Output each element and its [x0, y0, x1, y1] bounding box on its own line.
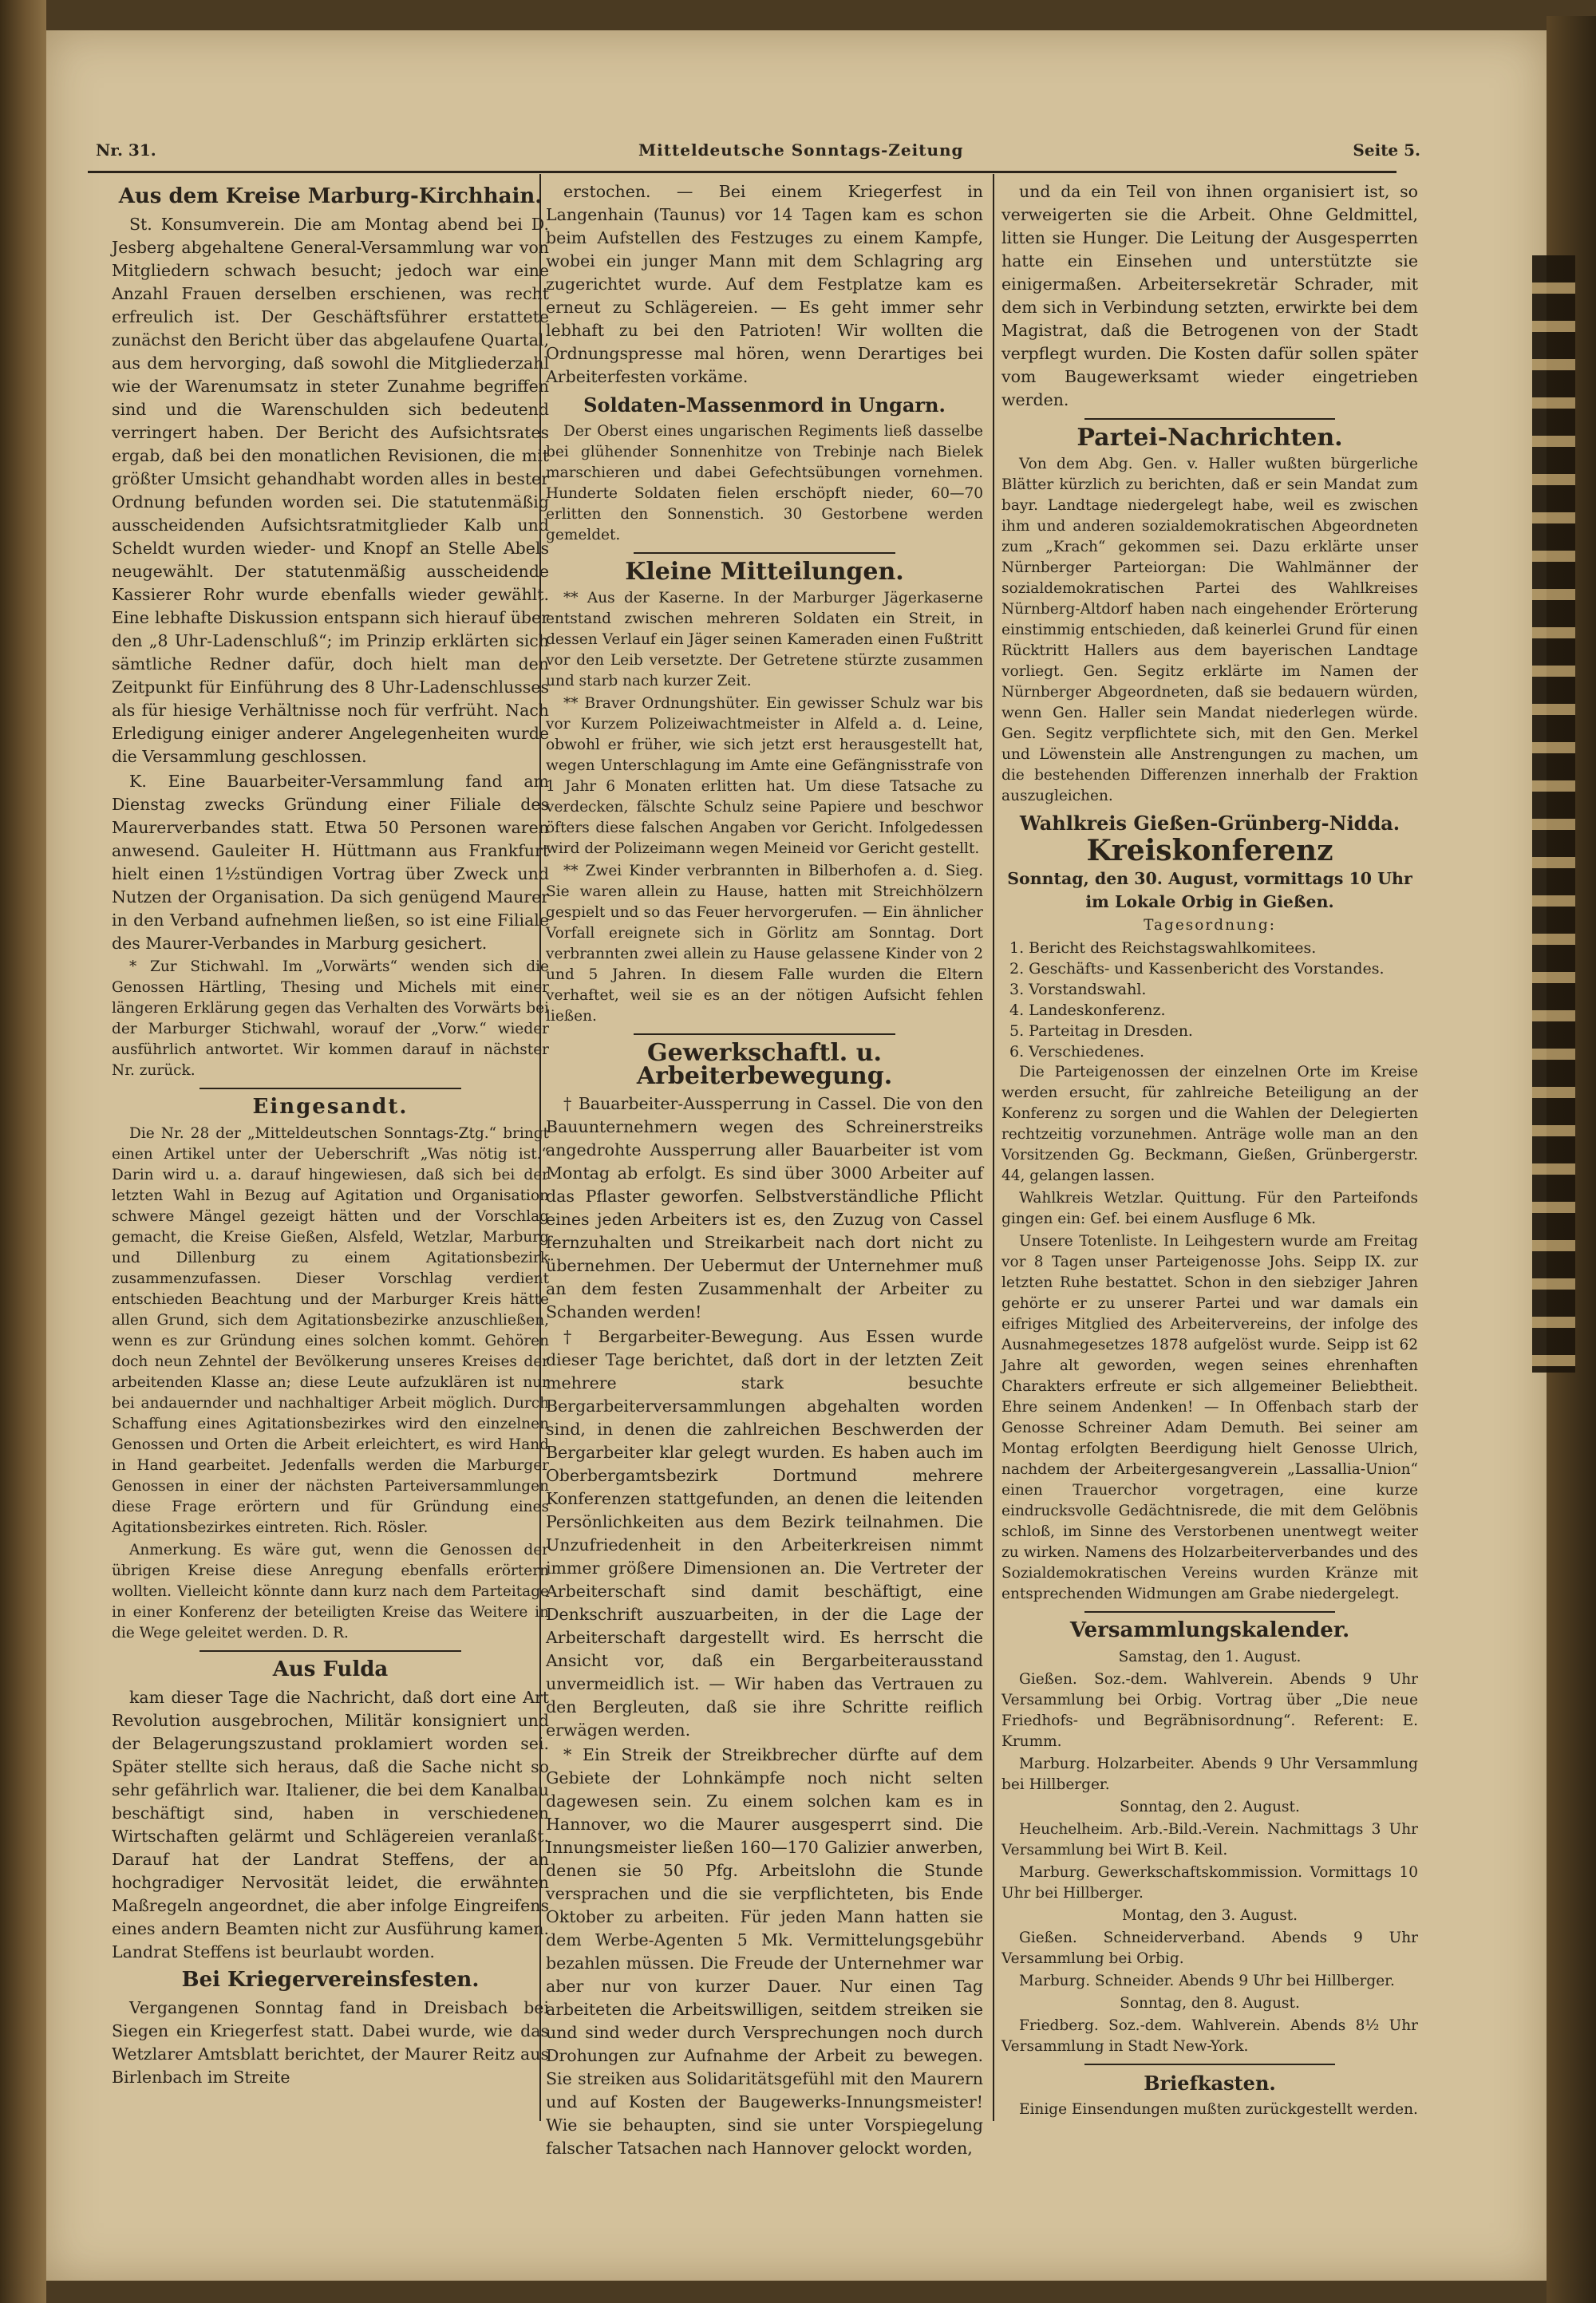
article-paragraph: Unsere Totenliste. In Leihgestern wurde am Freitag vor 8 Tagen unser Parteigenosse Johs. Seipp IX. zur letzten Ruhe bestattet. Schon in den siebziger Jahren gehörte er zu unserer Partei und war damals ein eifriges Mitglied des Arbeitervereins, der infolge des Ausnahmegesetzes 1878 aufgelöst wurde. Seipp ist 62 Jahre alt geworden, wegen seines ehrenhaften Charakters erfreute er sich allgemeiner Beliebtheit. Ehre seinem Andenken! — In Offenbach starb der Genosse Schreiner Adam Demuth. Bei seiner am Montag erfolgten Beerdigung hielt Genosse Ulrich, nachdem der Arbeitergesangverein „Lassallia-Union“ einen Trauerchor vorgetragen, eine kurze eindrucksvolle Gedächtnisrede, die mit dem Gelöbnis schloß, im Sinne des Verstorbenen unentwegt weiter zu wirken. Namens des Holzarbeiterverbandes und des Sozialdemokratischen Vereins wurden Kränze mit entsprechenden Widmungen am Grabe niedergelegt.	[1001, 1233, 1418, 1602]
headline: Partei-Nachrichten.	[1077, 424, 1343, 452]
separator	[1084, 2064, 1334, 2065]
adjacent-page-strip	[1532, 255, 1575, 1373]
article-paragraph: Die Parteigenossen der einzelnen Orte im Kreise werden ersucht, für zahlreiche Beteiligung an der Konferenz zu sorgen und die Wahlen der Delegierten rechtzeitig vorzunehmen. Anträge wolle man an den Vorsitzenden Gg. Beckmann, Gießen, Grünbergerstr. 44, gelangen lassen.	[1001, 1064, 1418, 1184]
article-paragraph: kam dieser Tage die Nachricht, daß dort eine Art Revolution ausgebrochen, Militär konsigniert und der Belagerungszustand proklamiert worden sei. Später stellte sich heraus, daß die Sache nicht so sehr gefährlich war. Italiener, die bei dem Kanalbau beschäftigt sind, haben in verschiedenen Wirtschaften gelärmt und Schlägereien veranlaßt. Darauf hat der Landrat Steffens, der an hochgradiger Nervosität leidet, die erwähnten Maßregeln angeordnet, die aber infolge Eingreifens eines andern Beamten nicht zur Ausführung kamen. Landrat Steffens ist beurlaubt worden.	[112, 1688, 549, 1961]
article-paragraph: Anmerkung. Es wäre gut, wenn die Genossen der übrigen Kreise diese Anregung ebenfalls erörtern wollten. Vielleicht könnte dann kurz nach dem Parteitage in einer Konferenz der beteiligten Kreise das Weitere in die Wege geleitet werden. D. R.	[112, 1542, 549, 1641]
article-paragraph: St. Konsumverein. Die am Montag abend bei D. Jesberg abgehaltene General-Versammlung war von Mitgliedern schwach besucht; jedoch war eine Anzahl Frauen derselben erschienen, was recht erfreulich ist. Der Geschäftsführer erstattete zunächst den Bericht über das abgelaufene Quartal, aus dem hervorging, daß sowohl die Mitgliederzahl wie der Warenumsatz in steter Zunahme begriffen sind und die Warenschulden sich bedeutend verringert haben. Der Bericht des Aufsichtsrates ergab, daß bei den monatlichen Revisionen, die mit größter Umsicht gehandhabt worden alles in bester Ordnung befunden worden sei. Die statutenmäßig ausscheidenden Aufsichtsratmitglieder Kalb und Scheldt wurden wieder- und Knopf an Stelle Abels neugewählt. Der statutenmäßig ausscheidende Kassierer Rohr wurde ebenfalls wieder gewählt. Eine lebhafte Diskussion entspann sich hierauf über den „8 Uhr-Ladenschluß“; im Prinzip erklärten sich sämtliche Redner dafür, doch hielt man den Zeitpunkt für Einführung des 8 Uhr-Ladenschlusses als für hiesige Verhältnisse noch für verfrüht. Nach Erledigung einiger anderer Angelegenheiten wurde die Versammlung geschlossen.	[112, 215, 549, 766]
calendar-date: Sonntag, den 2. August.	[1120, 1799, 1300, 1815]
page-header	[96, 140, 1420, 168]
headline: Aus dem Kreise Marburg-Kirchhain.	[118, 184, 543, 208]
headline: Gewerkschaftl. u. Arbeiterbewegung.	[636, 1039, 893, 1090]
column-2	[546, 180, 983, 2162]
agenda-item: 3. Vorstandswahl.	[1009, 981, 1147, 998]
agenda-item: 2. Geschäfts- und Kassenbericht des Vorstandes.	[1009, 960, 1385, 978]
separator	[634, 1033, 896, 1035]
article-paragraph: Die Nr. 28 der „Mitteldeutschen Sonntags-Ztg.“ bringt einen Artikel unter der Ueberschrift „Was nötig ist.“ Darin wird u. a. darauf hingewiesen, daß sich bei der letzten Wahl in Bezug auf Agitation und Organisation schwere Mängel gezeigt hätten und der Vorschlag gemacht, die Kreise Gießen, Alsfeld, Wetzlar, Marburg und Dillenburg zu einem Agitationsbezirk zusammenzufassen. Dieser Vorschlag verdient entschieden Beachtung und der Marburger Kreis hätte allen Grund, sich dem Agitationsbezirke anzuschließen, wenn es zur Gründung eines solchen kommt. Gehören doch neun Zehntel der Bevölkerung unseres Kreises der arbeitenden Klasse an; diese Leute aufzuklären ist nur bei andauernder und nachhaltiger Arbeit möglich. Durch Schaffung eines Agitationsbezirkes wird den einzelnen Genossen und Orten die Arbeit erleichtert, es wird Hand in Hand gearbeitet. Jedenfalls werden die Marburger Genossen in einer der nächsten Parteiversammlungen diese Frage erörtern und für Gründung eines Agitationsbezirkes eintreten. Rich. Rösler.	[112, 1125, 549, 1536]
separator	[200, 1650, 462, 1652]
agenda-item: 6. Verschiedenes.	[1009, 1043, 1145, 1061]
agenda-list	[1001, 938, 1418, 1062]
separator	[1084, 1611, 1334, 1613]
headline: Kleine Mitteilungen.	[625, 558, 904, 586]
article-paragraph: † Bauarbeiter-Aussperrung in Cassel. Die von den Bauunternehmern wegen des Schreinerstreiks angedrohte Aussperrung aller Bauarbeiter ist vom Montag ab erfolgt. Es sind über 3000 Arbeiter auf das Pflaster geworfen. Selbstverständliche Pflicht eines jeden Arbeiters ist es, den Zuzug von Cassel fernzuhalten und Streikarbeit nach dort nicht zu übernehmen. Der Uebermut der Unternehmer muß an dem festen Zusammenhalt der Arbeiter zu Schanden werden!	[546, 1094, 983, 1321]
column-1	[112, 180, 549, 2091]
calendar-entry: Heuchelheim. Arb.-Bild.-Verein. Nachmittags 3 Uhr Versammlung bei Wirt B. Keil.	[1001, 1821, 1418, 1859]
headline: Versammlungskalender.	[1069, 1618, 1350, 1642]
calendar-date: Sonntag, den 8. August.	[1120, 1995, 1300, 2012]
headline: Wahlkreis Gießen-Grünberg-Nidda.	[1019, 812, 1400, 835]
page-number: Seite 5.	[1353, 140, 1420, 160]
article-paragraph: * Ein Streik der Streikbrecher dürfte auf dem Gebiete der Lohnkämpfe noch nicht selten dagewesen sein. Zu einem solchen kam es in Hannover, wo die Maurer ausgesperrt sind. Die Innungsmeister ließen 160—170 Galizier anwerben, denen sie 50 Pfg. Arbeitslohn die Stunde versprachen und die sie verpflichteten, bis Ende Oktober zu arbeiten. Für jeden Mann hatten sie dem Werbe-Agenten 5 Mk. Vermittelungsgebühr bezahlen müssen. Die Freude der Unternehmer war aber nur von kurzer Dauer. Nur einen Tag arbeiteten die Arbeitswilligen, seitdem streiken sie und sind weder durch Versprechungen noch durch Drohungen zur Aufnahme der Arbeit zu bewegen. Sie streiken aus Solidaritätsgefühl mit den Maurern und auf Kosten der Baugewerks-Innungsmeister! Wie sie behaupten, sind sie unter Vorspiegelung falscher Tatsachen nach Hannover gelockt worden,	[546, 1745, 983, 2158]
article-paragraph: Von dem Abg. Gen. v. Haller wußten bürgerliche Blätter kürzlich zu berichten, daß er sein Mandat zum bayr. Landtage niedergelegt habe, weil es zwischen ihm und anderen sozialdemokratischen Abgeordneten zum „Krach“ gekommen sei. Dazu erklärte unser Nürnberger Parteiorgan: Die Wahlmänner der sozialdemokratischen Partei des Wahlkreises Nürnberg-Altdorf haben nach eingehender Erörterung einstimmig entschieden, daß keinerlei Grund für einen Rücktritt Hallers aus dem bayerischen Landtage vorliegt. Gen. Segitz erklärte im Namen der Nürnberger Abgeordneten, daß sie bedauern würden, wenn Gen. Haller sein Mandat niederlegen würde. Gen. Segitz verpflichtete sich, mit den Gen. Merkel und Löwenstein alle Anstrengungen zu machen, um die bestehenden Differenzen innerhalb der Fraktion auszugleichen.	[1001, 456, 1418, 804]
column-3	[1001, 180, 1418, 2122]
headline: Bei Kriegervereinsfesten.	[181, 1968, 480, 1992]
issue-number: Nr. 31.	[96, 140, 156, 160]
calendar-entry: Friedberg. Soz.-dem. Wahlverein. Abends 8½ Uhr Versammlung in Stadt New-York.	[1001, 2017, 1418, 2055]
calendar-entry: Marburg. Schneider. Abends 9 Uhr bei Hillberger.	[1019, 1973, 1395, 1989]
article-paragraph: und da ein Teil von ihnen organisiert ist, so verweigerten sie die Arbeit. Ohne Geldmittel, litten sie Hunger. Die Leitung der Ausgesperrten hatte ein Einsehen und unterstützte sie einigermaßen. Arbeitersekretär Schrader, mit dem sich in Verbindung setzten, erwirkte bei dem Magistrat, daß die Betrogenen von der Stadt verpflegt wurden. Die Kosten dafür sollen später vom Baugewerksamt wieder eingetrieben werden.	[1001, 182, 1418, 409]
headline: Soldaten-Massenmord in Ungarn.	[583, 393, 946, 417]
calendar-entry: Gießen. Schneiderverband. Abends 9 Uhr Versammlung bei Orbig.	[1001, 1930, 1418, 1967]
book-binding	[0, 0, 46, 2303]
article-paragraph: * Zur Stichwahl. Im „Vorwärts“ wenden sich die Genossen Härtling, Thesing und Michels mit einer längeren Erklärung gegen das Verhalten des Vorwärts bei der Marburger Stichwahl, worauf der „Vorw.“ wieder ausführlich antwortet. Wir kommen darauf in nächster Nr. zurück.	[112, 958, 549, 1079]
article-paragraph: Vergangenen Sonntag fand in Dreisbach bei Siegen ein Kriegerfest statt. Dabei wurde, wie das Wetzlarer Amtsblatt berichtet, der Maurer Reitz aus Birlenbach im Streite	[112, 1998, 549, 2087]
header-rule	[88, 171, 1396, 173]
meeting-announcement: Sonntag, den 30. August, vormittags 10 Uhr im Lokale Orbig in Gießen.	[1007, 869, 1412, 911]
agenda-label: Tagesordnung:	[1144, 917, 1276, 934]
calendar-date: Montag, den 3. August.	[1121, 1907, 1298, 1924]
separator	[200, 1088, 462, 1089]
separator	[1084, 418, 1334, 420]
column-divider	[993, 174, 994, 2121]
article-paragraph: Einige Einsendungen mußten zurückgestellt werden.	[1019, 2101, 1418, 2118]
article-paragraph: ** Braver Ordnungshüter. Ein gewisser Schulz war bis vor Kurzem Polizeiwachtmeister in Alfeld a. d. Leine, obwohl er früher, wie sich jetzt erst herausgestellt hat, wegen Unterschlagung im Amte eine Gefängnisstrafe von 1 Jahr 6 Monaten erlitten hat. Um diese Tatsache zu verdecken, fälschte Schulz seine Papiere und beschwor öfters diese falschen Angaben vor Gericht. Infolgedessen wird der Polizeimann wegen Meineid vor Gericht gestellt.	[546, 695, 983, 857]
article-paragraph: erstochen. — Bei einem Kriegerfest in Langenhain (Taunus) vor 14 Tagen kam es schon beim Aufstellen des Festzuges zu einem Kampfe, wobei ein junger Mann mit dem Schlagring arg zugerichtet wurde. Auf dem Festplatze kam es erneut zu Schlägereien. — Es geht immer sehr lebhaft zu bei den Patrioten! Wir wollten die Ordnungspresse mal hören, wenn Derartiges bei Arbeiterfesten vorkäme.	[546, 182, 983, 386]
headline: Kreiskonferenz	[1086, 834, 1333, 867]
headline: Briefkasten.	[1144, 2072, 1276, 2095]
agenda-item: 1. Bericht des Reichstagswahlkomitees.	[1009, 939, 1317, 957]
calendar-date: Samstag, den 1. August.	[1118, 1649, 1302, 1665]
calendar-entry: Marburg. Holzarbeiter. Abends 9 Uhr Versammlung bei Hillberger.	[1001, 1756, 1418, 1793]
headline: Eingesandt.	[252, 1095, 409, 1119]
agenda-item: 5. Parteitag in Dresden.	[1009, 1022, 1193, 1040]
article-paragraph: † Bergarbeiter-Bewegung. Aus Essen wurde dieser Tage berichtet, daß dort in der letzten Zeit mehrere stark besuchte Bergarbeiterversammlungen abgehalten worden sind, in denen die zahlreichen Beschwerden der Bergarbeiter klar gelegt wurden. Es haben auch im Oberbergamtsbezirk Dortmund mehrere Konferenzen stattgefunden, an denen die leitenden Persönlichkeiten aus dem Bezirk teilnahmen. Die Unzufriedenheit in den Arbeiterkreisen nimmt immer größere Dimensionen an. Die Vertreter der Arbeiterschaft sind damit beschäftigt, eine Denkschrift auszuarbeiten, in der die Lage der Arbeiterschaft dargestellt wird. Es herrscht die Ansicht vor, daß ein Bergarbeiterausstand unvermeidlich ist. — Wir haben das Vertrauen zu den Bergleuten, daß sie ihre Schritte reiflich erwägen werden.	[546, 1327, 983, 1740]
article-paragraph: Wahlkreis Wetzlar. Quittung. Für den Parteifonds gingen ein: Gef. bei einem Ausfluge 6 Mk.	[1001, 1190, 1418, 1227]
calendar-entry: Marburg. Gewerkschaftskommission. Vormittags 10 Uhr bei Hillberger.	[1001, 1864, 1418, 1902]
separator	[634, 552, 896, 554]
calendar-entry: Gießen. Soz.-dem. Wahlverein. Abends 9 Uhr Versammlung bei Orbig. Vortrag über „Die neue Friedhofs- und Begräbnisordnung“. Referent: E. Krumm.	[1001, 1671, 1418, 1750]
article-paragraph: Der Oberst eines ungarischen Regiments ließ dasselbe bei glühender Sonnenhitze von Trebinje nach Bielek marschieren und dabei Gefechtsübungen vornehmen. Hunderte Soldaten fielen erschöpft nieder, 60—70 erlitten den Sonnenstich. 30 Gestorbene werden gemeldet.	[546, 423, 983, 543]
article-paragraph: K. Eine Bauarbeiter-Versammlung fand am Dienstag zwecks Gründung einer Filiale des Maurerverbandes statt. Etwa 50 Personen waren anwesend. Gauleiter H. Hüttmann aus Frankfurt hielt einen 1½stündigen Vortrag über Zweck und Nutzen der Organisation. Da sich genügend Maurer in den Verband aufnehmen ließen, so ist eine Filiale des Maurer-Verbandes in Marburg gesichert.	[112, 772, 549, 953]
article-paragraph: ** Zwei Kinder verbrannten in Bilberhofen a. d. Sieg. Sie waren allein zu Hause, hatten mit Streichhölzern gespielt und so das Feuer hervorgerufen. — Ein ähnlicher Vorfall ereignete sich in Görlitz am Sonntag. Dort verbrannten zwei allein zu Hause gelassene Kinder von 2 und 5 Jahren. In diesem Falle wurden die Eltern verhaftet, weil sie es an der nötigen Aufsicht fehlen ließen.	[546, 863, 983, 1025]
article-paragraph: ** Aus der Kaserne. In der Marburger Jägerkaserne entstand zwischen mehreren Soldaten ein Streit, in dessen Verlauf ein Jäger seinen Kameraden einen Fußtritt vor den Leib versetzte. Der Getretene stürzte zusammen und starb nach kurzer Zeit.	[546, 590, 983, 689]
headline: Aus Fulda	[272, 1657, 389, 1681]
agenda-item: 4. Landeskonferenz.	[1009, 1001, 1166, 1019]
newspaper-title: Mitteldeutsche Sonntags-Zeitung	[638, 140, 964, 160]
